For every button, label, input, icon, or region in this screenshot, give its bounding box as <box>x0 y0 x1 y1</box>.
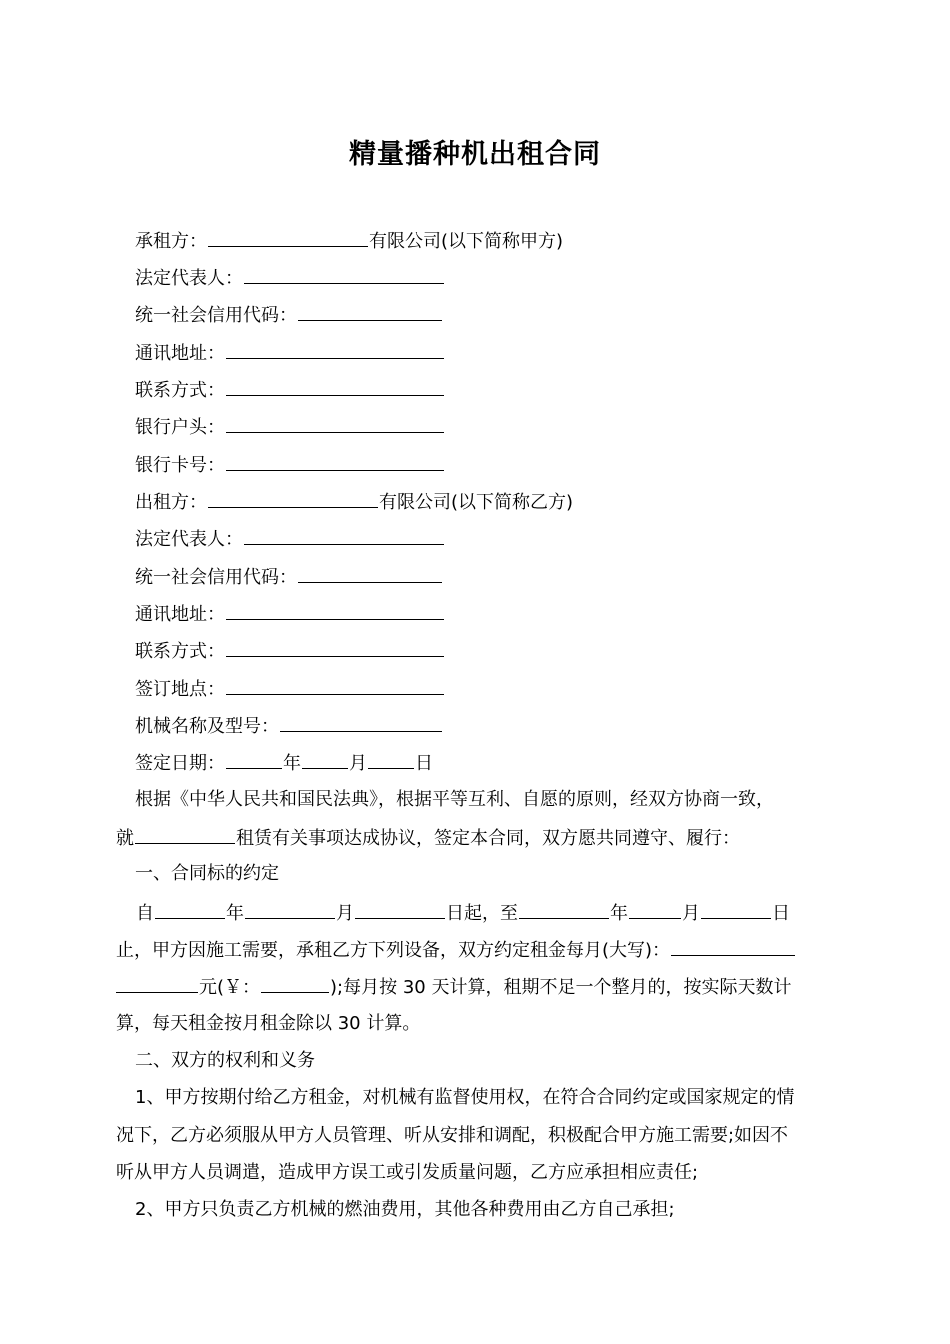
sign-day-label: 日 <box>415 753 433 774</box>
period-to-day-label: 日 <box>772 903 790 924</box>
period-to-month-label: 月 <box>682 903 700 924</box>
party-b-credit-blank <box>298 564 442 583</box>
period-to-day-blank <box>701 900 771 919</box>
party-b-line <box>135 489 573 515</box>
rent-amount-words-blank-cont <box>116 974 198 993</box>
party-a-rep-blank <box>244 265 444 284</box>
party-b-suffix: 有限公司(以下简称乙方) <box>379 492 574 513</box>
intro-line-2 <box>116 825 836 851</box>
sign-place-label: 签订地点： <box>135 679 225 700</box>
period-to-year-label: 年 <box>610 903 628 924</box>
document-title: 精量播种机出租合同 <box>349 139 601 170</box>
party-a-address-label: 通讯地址： <box>135 343 225 364</box>
section-2-item-1-line-2: 况下，乙方必须服从甲方人员管理、听从安排和调配，积极配合甲方施工需要;如因不 <box>116 1125 789 1146</box>
rent-amount-number-blank <box>261 974 329 993</box>
party-a-bank-account-label: 银行户头： <box>135 417 225 438</box>
period-from-day-label: 日起，至 <box>446 903 518 924</box>
party-a-suffix: 有限公司(以下简称甲方) <box>369 231 564 252</box>
section-1-period-line <box>136 900 790 926</box>
party-a-credit-label: 统一社会信用代码： <box>135 305 297 326</box>
period-to-month-blank <box>629 900 681 919</box>
section-1-rent-line <box>116 937 836 963</box>
party-b-rep-line <box>135 526 445 552</box>
party-a-bank-account-line <box>135 414 445 440</box>
party-b-credit-label: 统一社会信用代码： <box>135 567 297 588</box>
party-a-contact-line <box>135 377 445 403</box>
party-a-name-blank <box>208 228 368 247</box>
party-b-contact-line <box>135 638 445 664</box>
period-from-year-label: 年 <box>226 903 244 924</box>
sign-month-blank <box>302 750 348 769</box>
section-2-heading: 二、双方的权利和义务 <box>135 1050 315 1071</box>
machine-label: 机械名称及型号： <box>135 716 279 737</box>
party-b-rep-blank <box>244 526 444 545</box>
section-1-heading: 一、合同标的约定 <box>135 863 279 884</box>
period-from-label: 自 <box>136 903 154 924</box>
section-1-yuan-line <box>116 974 836 1000</box>
party-a-line <box>135 228 563 254</box>
rent-yuan-label: 元(￥： <box>199 977 261 998</box>
party-a-bank-card-line <box>135 452 445 478</box>
period-from-month-blank <box>245 900 335 919</box>
party-b-name-blank <box>208 489 378 508</box>
section-1-rent-text: 止，甲方因施工需要，承租乙方下列设备，双方约定租金每月(大写)： <box>116 940 671 961</box>
party-a-rep-label: 法定代表人： <box>135 268 243 289</box>
party-b-address-label: 通讯地址： <box>135 604 225 625</box>
rent-amount-words-blank <box>671 937 795 956</box>
party-a-label: 承租方： <box>135 231 207 252</box>
intro-line-1: 根据《中华人民共和国民法典》，根据平等互利、自愿的原则，经双方协商一致， <box>135 789 774 810</box>
section-2-item-1-line-3: 听从甲方人员调遣，造成甲方误工或引发质量问题，乙方应承担相应责任; <box>116 1162 699 1183</box>
period-from-month-label: 月 <box>336 903 354 924</box>
machine-blank <box>280 713 442 732</box>
sign-date-label: 签定日期： <box>135 753 225 774</box>
intro-subject-blank <box>135 825 235 844</box>
sign-year-label: 年 <box>283 753 301 774</box>
intro-line-2-prefix: 就 <box>116 828 134 849</box>
sign-place-line <box>135 676 445 702</box>
sign-year-blank <box>226 750 282 769</box>
sign-day-blank <box>368 750 414 769</box>
period-from-day-blank <box>355 900 445 919</box>
party-b-address-line <box>135 601 445 627</box>
party-b-contact-blank <box>226 638 444 657</box>
party-a-contact-blank <box>226 377 444 396</box>
party-a-bank-card-blank <box>226 452 444 471</box>
intro-line-2-suffix: 租赁有关事项达成协议，签定本合同，双方愿共同遵守、履行： <box>236 828 740 849</box>
party-b-rep-label: 法定代表人： <box>135 529 243 550</box>
period-from-year-blank <box>155 900 225 919</box>
party-a-bank-card-label: 银行卡号： <box>135 455 225 476</box>
section-2-item-1-line-1: 1、甲方按期付给乙方租金，对机械有监督使用权，在符合合同约定或国家规定的情 <box>135 1087 795 1108</box>
section-1-daily-line: 算，每天租金按月租金除以 30 计算。 <box>116 1013 421 1034</box>
party-a-address-line <box>135 340 445 366</box>
party-a-rep-line <box>135 265 445 291</box>
party-b-address-blank <box>226 601 444 620</box>
party-a-credit-line <box>135 302 443 328</box>
party-a-address-blank <box>226 340 444 359</box>
section-2-item-2: 2、甲方只负责乙方机械的燃油费用，其他各种费用由乙方自己承担; <box>135 1199 675 1220</box>
party-b-credit-line <box>135 564 443 590</box>
machine-line <box>135 713 443 739</box>
party-b-contact-label: 联系方式： <box>135 641 225 662</box>
sign-date-line <box>135 750 433 776</box>
period-to-year-blank <box>519 900 609 919</box>
rent-daily-calc-text: );每月按 30 天计算，租期不足一个整月的，按实际天数计 <box>330 977 792 998</box>
party-a-contact-label: 联系方式： <box>135 380 225 401</box>
party-a-credit-blank <box>298 302 442 321</box>
sign-month-label: 月 <box>349 753 367 774</box>
party-a-bank-account-blank <box>226 414 444 433</box>
sign-place-blank <box>226 676 444 695</box>
party-b-label: 出租方： <box>135 492 207 513</box>
